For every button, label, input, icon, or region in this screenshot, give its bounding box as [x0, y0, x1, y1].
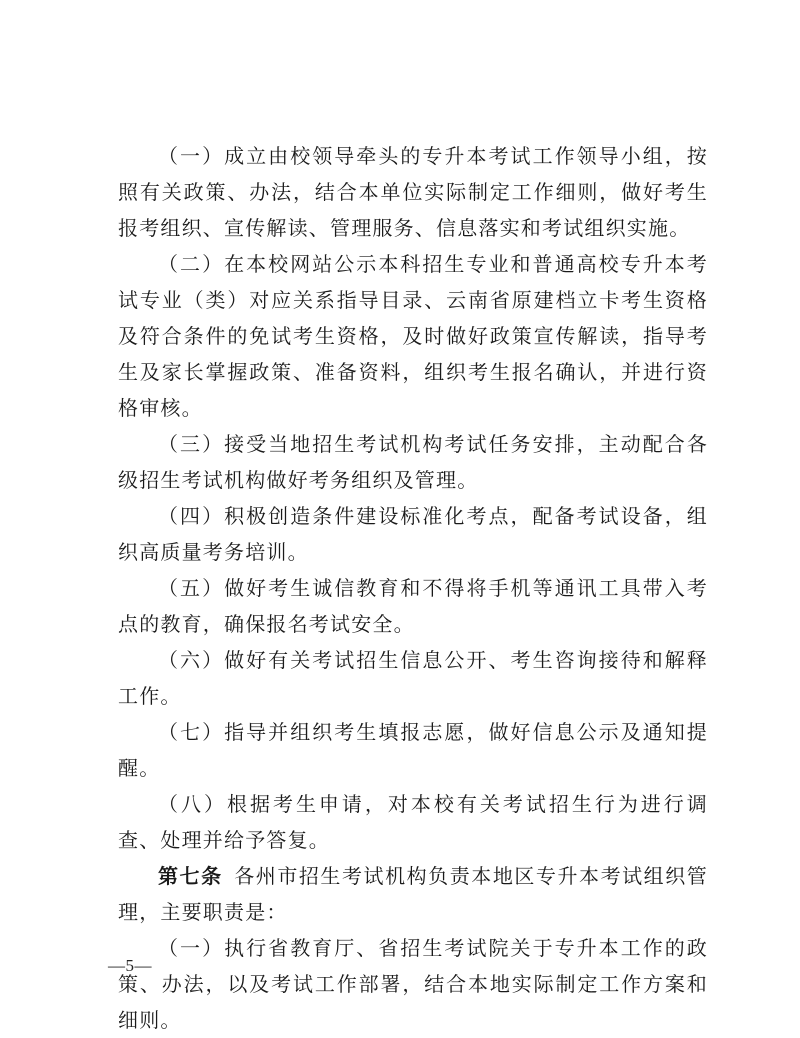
paragraph-item-1: （一）成立由校领导牵头的专升本考试工作领导小组，按照有关政策、办法，结合本单位实际制定工作细则，做好考生报考组织、宣传解读、管理服务、信息落实和考试组织实施。 [118, 144, 708, 240]
paragraph-item-7: （七）指导并组织考生填报志愿，做好信息公示及通知提醒。 [118, 720, 708, 780]
paragraph-item-8: （八）根据考生申请，对本校有关考试招生行为进行调查、处理并给予答复。 [118, 792, 708, 852]
paragraph-item-6: （六）做好有关考试招生信息公开、考生咨询接待和解释工作。 [118, 648, 708, 708]
document-body [118, 138, 708, 1038]
article-seven-text: 各州市招生考试机构负责本地区专升本考试组织管理，主要职责是： [118, 864, 708, 924]
article-seven-label: 第七条 [158, 864, 223, 888]
paragraph-item-2: （二）在本校网站公示本科招生专业和普通高校专升本考试专业（类）对应关系指导目录、云南省原建档立卡考生资格及符合条件的免试考生资格，及时做好政策宣传解读，指导考生及家长掌握政策、准备资料，组织考生报名确认，并进行资格审核。 [118, 252, 708, 420]
paragraph-item-5: （五）做好考生诚信教育和不得将手机等通讯工具带入考点的教育，确保报名考试安全。 [118, 576, 708, 636]
paragraph-item-4: （四）积极创造条件建设标准化考点，配备考试设备，组织高质量考务培训。 [118, 504, 708, 564]
article-seven-paragraph [118, 858, 708, 930]
paragraph-item-3: （三）接受当地招生考试机构考试任务安排，主动配合各级招生考试机构做好考务组织及管理。 [118, 432, 708, 492]
article-seven-item-1: （一）执行省教育厅、省招生考试院关于专升本工作的政策、办法，以及考试工作部署，结合本地实际制定工作方案和细则。 [118, 936, 708, 1032]
page-number: —5— [108, 956, 152, 975]
